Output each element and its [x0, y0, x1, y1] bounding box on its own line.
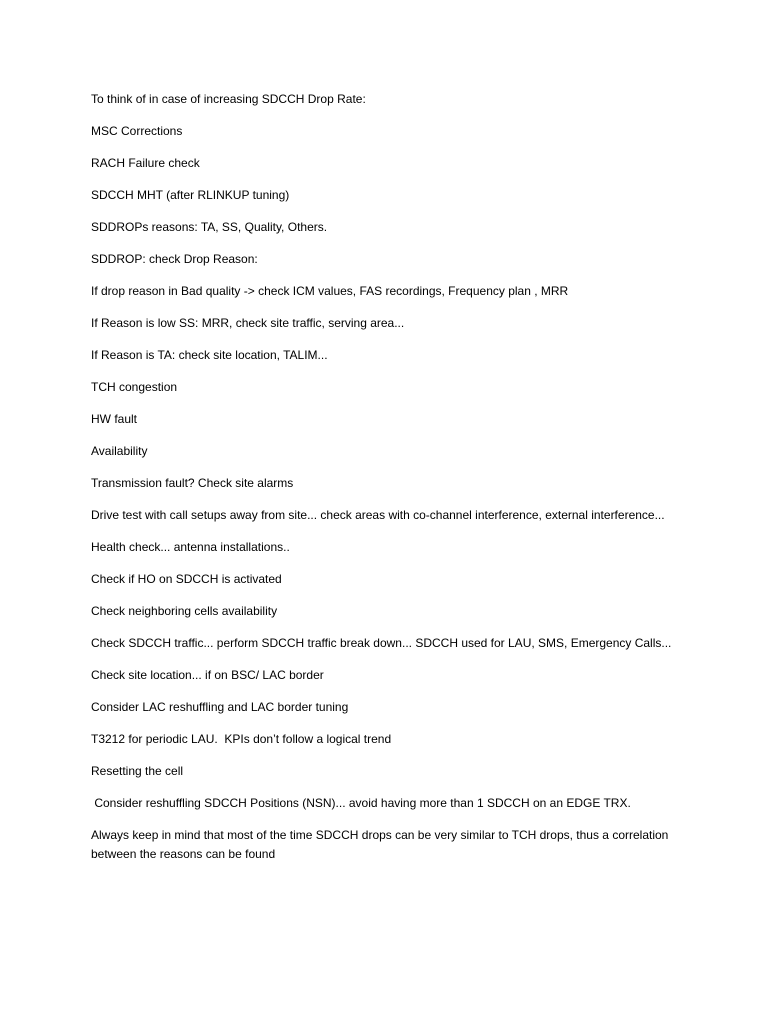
paragraph: SDDROPs reasons: TA, SS, Quality, Others.	[91, 220, 328, 234]
paragraph: Check site location... if on BSC/ LAC border	[91, 668, 324, 682]
paragraph: Consider reshuffling SDCCH Positions (NSN)... avoid having more than 1 SDCCH on an EDGE TRX.	[91, 796, 631, 810]
paragraph: Health check... antenna installations..	[91, 540, 290, 554]
paragraph: RACH Failure check	[91, 156, 200, 170]
paragraph: SDDROP: check Drop Reason:	[91, 252, 258, 266]
paragraph: Drive test with call setups away from site... check areas with co-channel interference, external interference...	[91, 508, 665, 522]
paragraph: MSC Corrections	[91, 124, 183, 138]
paragraph: Consider LAC reshuffling and LAC border tuning	[91, 700, 349, 714]
paragraph: T3212 for periodic LAU. KPIs don’t follow a logical trend	[91, 732, 392, 746]
paragraph: TCH congestion	[91, 380, 178, 394]
paragraph: Resetting the cell	[91, 764, 184, 778]
paragraph: Check if HO on SDCCH is activated	[91, 572, 282, 586]
paragraph: Transmission fault? Check site alarms	[91, 476, 294, 490]
paragraph: Check neighboring cells availability	[91, 604, 278, 618]
paragraph: If Reason is TA: check site location, TALIM...	[91, 348, 328, 362]
paragraph: SDCCH MHT (after RLINKUP tuning)	[91, 188, 290, 202]
paragraph: Availability	[91, 444, 148, 458]
paragraph: HW fault	[91, 412, 138, 426]
paragraph: If drop reason in Bad quality -> check ICM values, FAS recordings, Frequency plan , MRR	[91, 284, 569, 298]
paragraph: If Reason is low SS: MRR, check site traffic, serving area...	[91, 316, 405, 330]
document-body	[91, 90, 691, 877]
paragraph: Check SDCCH traffic... perform SDCCH traffic break down... SDCCH used for LAU, SMS, Emergency Calls...	[91, 636, 672, 650]
document-title: To think of in case of increasing SDCCH Drop Rate:	[91, 92, 366, 106]
paragraph: Always keep in mind that most of the time SDCCH drops can be very similar to TCH drops, thus a correlation between the reasons can be found	[91, 828, 672, 861]
